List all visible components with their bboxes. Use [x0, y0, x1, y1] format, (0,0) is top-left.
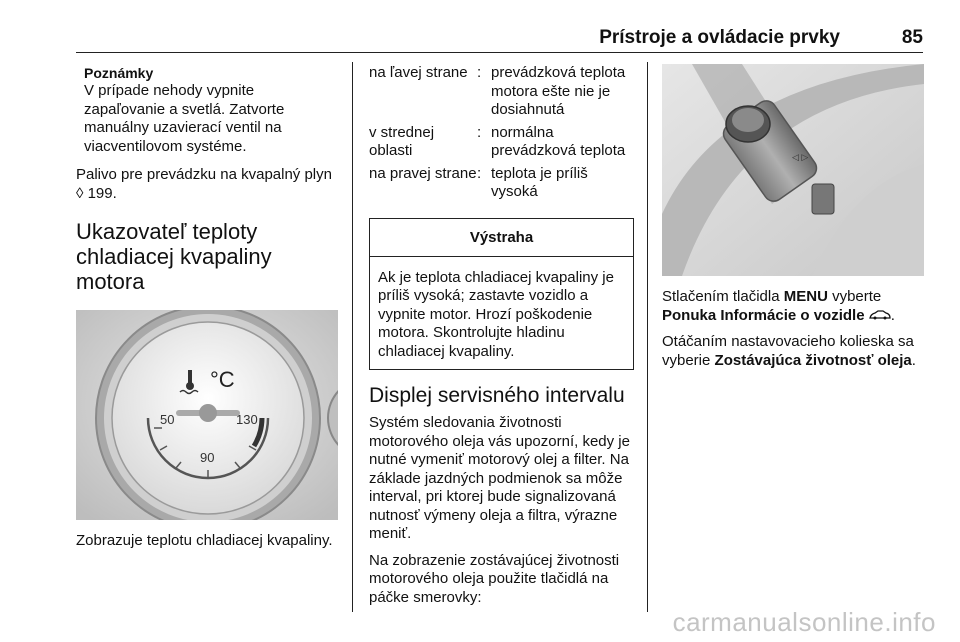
page-number: 85	[901, 27, 923, 48]
note-label: Poznámky	[84, 65, 154, 81]
row-separator: :	[477, 123, 482, 141]
menu-text-end: .	[890, 306, 895, 324]
note-box	[84, 64, 338, 156]
menu-paragraph	[662, 288, 924, 325]
header-rule	[76, 52, 923, 53]
row-description: normálna prevádzková teplota	[491, 123, 626, 159]
row-description: teplota je príliš vysoká	[491, 164, 588, 200]
menu-button-label: MENU	[783, 288, 828, 305]
column-divider	[352, 62, 353, 612]
column-1	[76, 64, 338, 559]
warning-title: Výstraha	[370, 219, 633, 257]
svg-text:◁ ▷: ◁ ▷	[792, 152, 809, 162]
figure-caption: Zobrazuje teplotu chladiacej kvapaliny.	[76, 532, 333, 549]
coolant-gauge-figure	[76, 310, 338, 520]
vehicle-info-menu-label: Ponuka Informácie o vozidle	[662, 306, 865, 324]
gauge-position-table	[369, 64, 634, 206]
service-paragraph-1: Systém sledovania životnosti motorového oleja vás upozorní, kedy je nutné vymeniť motorový olej a filter. Na základe jazdných podmienok sa môže interval, pri ktorej bude signalizovaná nutnosť výmeny oleja a filtra, výrazne meniť.	[369, 414, 630, 542]
warning-text: Ak je teplota chladiacej kvapaliny je príliš vysoká; zastavte vozidlo a vypnite motor. Hrozí poškodenie motora. Skontrolujte hladinu chladiacej kvapaliny.	[378, 268, 614, 360]
column-2	[369, 64, 634, 615]
watermark: carmanualsonline.info	[672, 607, 936, 637]
adjust-text-end: .	[911, 351, 916, 369]
column-3	[662, 64, 924, 378]
section-heading-coolant: Ukazovateľ teploty chladiacej kvapaliny motora	[76, 219, 272, 294]
warning-box	[369, 218, 634, 371]
table-row	[369, 124, 634, 165]
row-separator: :	[477, 64, 482, 81]
row-term: v strednej oblasti	[369, 123, 435, 159]
table-row	[369, 64, 634, 124]
gauge-unit-symbol: °C	[210, 367, 235, 392]
adjust-text-pre: Otáčaním nastavovacieho kolieska sa vyberie	[662, 333, 914, 369]
fuel-ref-page[interactable]: 199.	[87, 184, 117, 202]
header-title: Prístroje a ovládacie prvky	[599, 27, 840, 48]
remaining-oil-life-label: Zostávajúca životnosť oleja	[714, 351, 912, 369]
row-term: na ľavej strane	[369, 64, 468, 81]
gauge-tick-high: 130	[236, 412, 258, 427]
menu-text-mid: vyberte	[832, 288, 882, 305]
gauge-tick-low: 50	[160, 412, 175, 427]
service-paragraph-2: Na zobrazenie zostávajúcej životnosti motorového oleja použite tlačidlá na páčke smerovky:	[369, 551, 620, 606]
menu-text-pre: Stlačením tlačidla	[662, 288, 780, 305]
page-reference-arrow-icon: ◊	[76, 184, 84, 202]
note-text: V prípade nehody vypnite zapaľovanie a svetlá. Zatvorte manuálny uzavierací ventil na viacventilovom systéme.	[84, 82, 285, 155]
row-term: na pravej strane	[369, 164, 477, 182]
fuel-text: Palivo pre prevádzku na kvapalný plyn	[76, 166, 332, 183]
section-heading-service: Displej servisného intervalu	[369, 384, 625, 407]
table-row	[369, 165, 634, 206]
row-description: prevádzková teplota motora ešte nie je dosiahnutá	[491, 64, 626, 118]
adjust-wheel-paragraph	[662, 333, 924, 370]
fuel-paragraph	[76, 166, 338, 203]
turn-signal-lever-figure	[662, 64, 924, 276]
car-icon	[869, 307, 891, 324]
row-separator: :	[477, 164, 482, 182]
column-divider	[647, 62, 648, 612]
gauge-tick-mid: 90	[200, 450, 215, 465]
